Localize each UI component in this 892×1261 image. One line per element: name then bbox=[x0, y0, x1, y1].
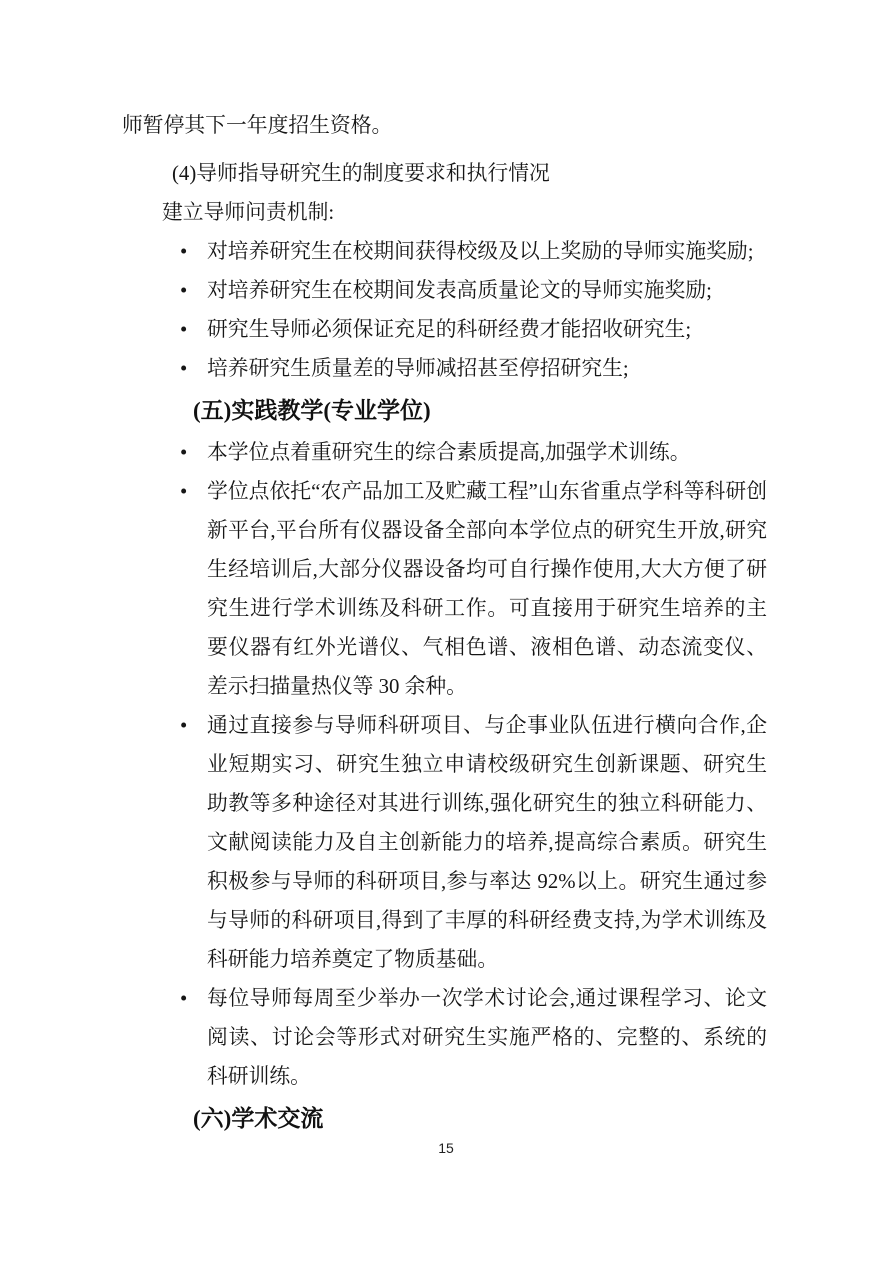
list-item bbox=[180, 232, 767, 271]
list-item bbox=[180, 979, 767, 1096]
bullet-icon: • bbox=[180, 714, 188, 737]
list-item bbox=[180, 271, 767, 310]
list-item-text: 培养研究生质量差的导师减招甚至停招研究生; bbox=[207, 357, 629, 380]
list-item bbox=[180, 706, 767, 979]
paragraph-continuation: 师暂停其下一年度招生资格。 bbox=[122, 114, 393, 137]
list-item-text: 通过直接参与导师科研项目、与企事业队伍进行横向合作,企业短期实习、研究生独立申请校级研究生创新课题、研究生助教等多种途径对其进行训练,强化研究生的独立科研能力、文献阅读能力及自主创新能力的培养,提高综合素质。研究生积极参与导师的科研项目,参与率达 92%以上。研究生通过参与导师的科研项目,得到了丰厚的科研经费支持,为学术训练及科研能力培养奠定了物质基础。 bbox=[207, 714, 767, 971]
list-item-text: 学位点依托“农产品加工及贮藏工程”山东省重点学科等科研创新平台,平台所有仪器设备全部向本学位点的研究生开放,研究生经培训后,大部分仪器设备均可自行操作使用,大大方便了研究生进行学术训练及科研工作。可直接用于研究生培养的主要仪器有红外光谱仪、气相色谱、液相色谱、动态流变仪、差示扫描量热仪等 30 余种。 bbox=[207, 480, 767, 698]
list-item bbox=[180, 349, 767, 388]
list-item bbox=[180, 472, 767, 706]
bullet-icon: • bbox=[180, 987, 188, 1010]
page-number: 15 bbox=[438, 1140, 454, 1156]
bullet-icon: • bbox=[180, 357, 188, 380]
bullet-icon: • bbox=[180, 441, 188, 464]
bullet-icon: • bbox=[180, 240, 188, 263]
bullet-icon: • bbox=[180, 279, 188, 302]
subsection-4-heading: (4)导师指导研究生的制度要求和执行情况 bbox=[172, 162, 550, 185]
list-item bbox=[180, 433, 767, 472]
bullet-icon: • bbox=[180, 318, 188, 341]
list-item bbox=[180, 310, 767, 349]
section-5-heading: (五)实践教学(专业学位) bbox=[193, 398, 431, 423]
section-5-bullet-list bbox=[122, 433, 767, 1096]
mechanism-intro-line: 建立导师问责机制: bbox=[162, 201, 335, 224]
bullet-icon: • bbox=[180, 480, 188, 503]
section-6-heading: (六)学术交流 bbox=[193, 1106, 324, 1131]
list-item-text: 本学位点着重研究生的综合素质提高,加强学术训练。 bbox=[207, 441, 691, 464]
list-item-text: 每位导师每周至少举办一次学术讨论会,通过课程学习、论文阅读、讨论会等形式对研究生实施严格的、完整的、系统的科研训练。 bbox=[207, 987, 767, 1088]
list-item-text: 对培养研究生在校期间发表高质量论文的导师实施奖励; bbox=[207, 279, 712, 302]
list-item-text: 对培养研究生在校期间获得校级及以上奖励的导师实施奖励; bbox=[207, 240, 754, 263]
list-item-text: 研究生导师必须保证充足的科研经费才能招收研究生; bbox=[207, 318, 692, 341]
mechanism-bullet-list bbox=[122, 232, 767, 388]
